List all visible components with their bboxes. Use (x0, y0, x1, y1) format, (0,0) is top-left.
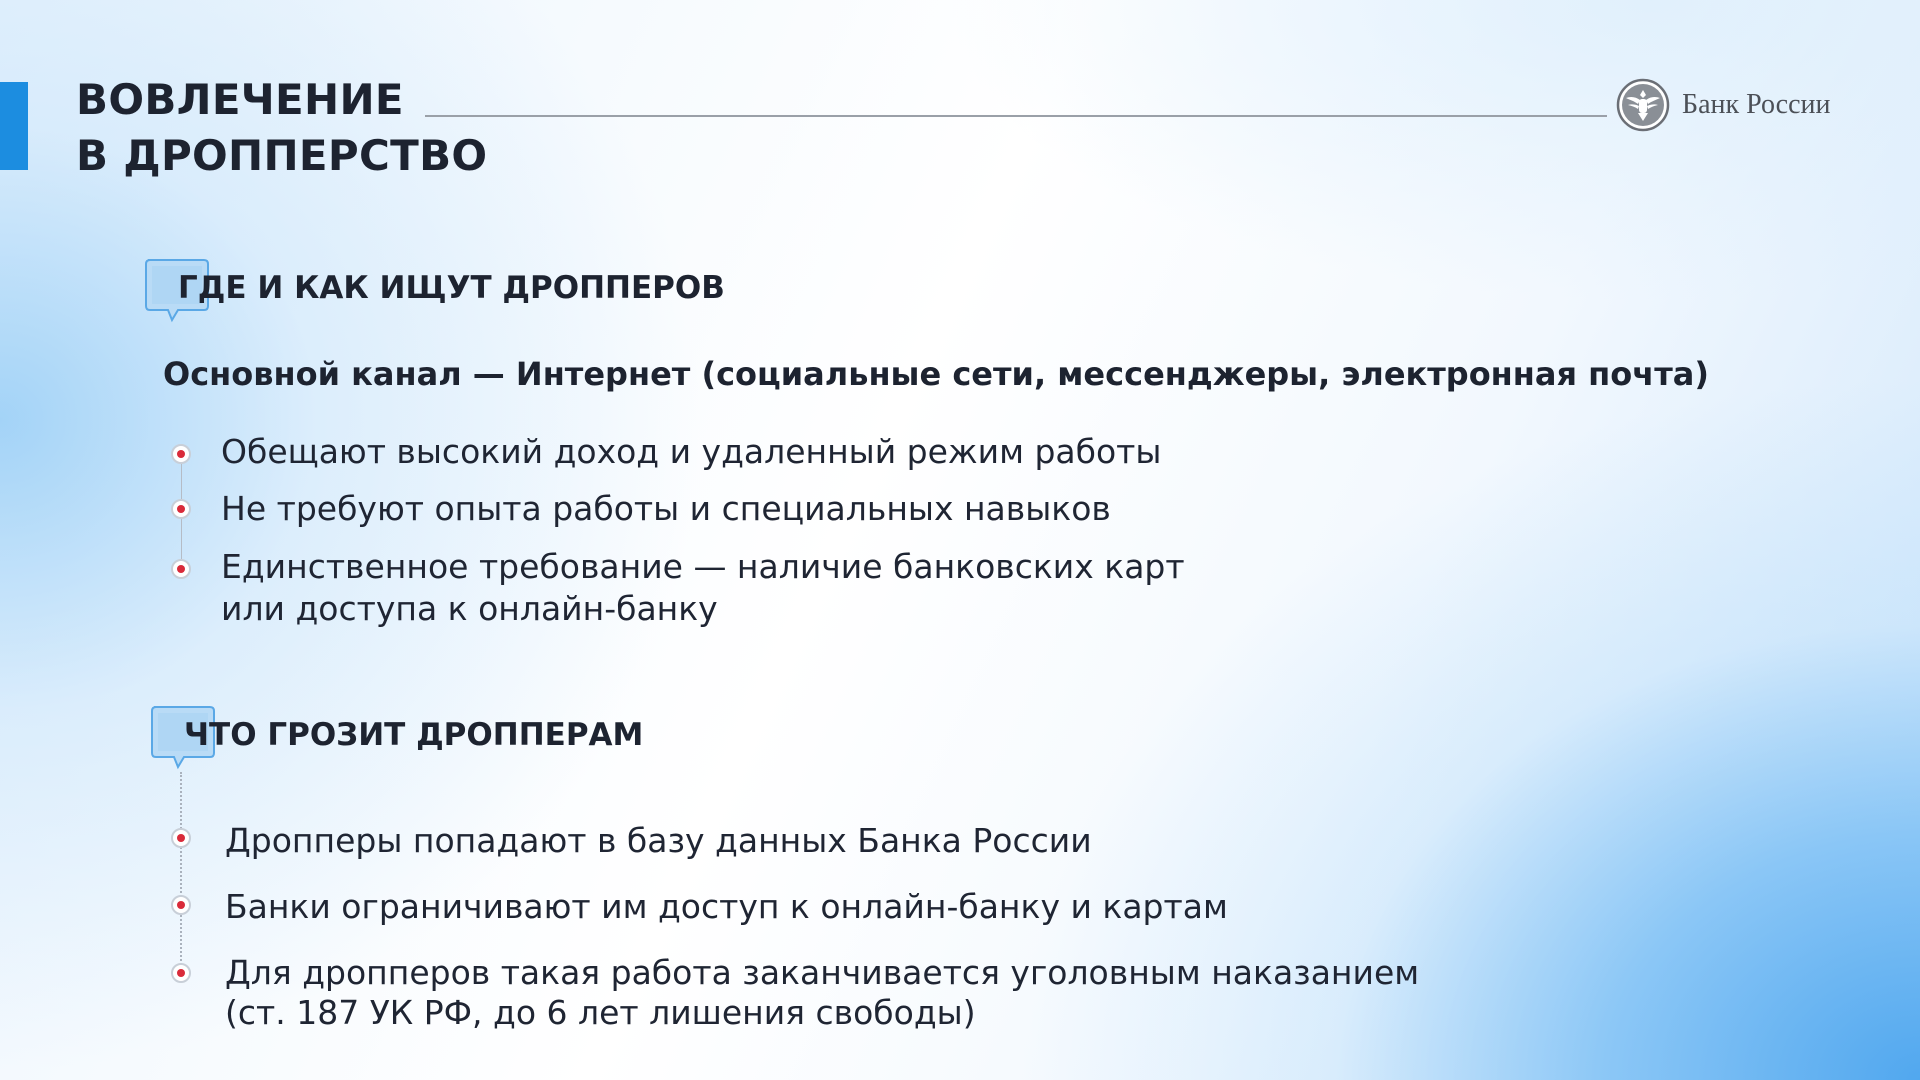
bank-of-russia-eagle-icon (1616, 78, 1670, 132)
list-item-text-continued: или доступа к онлайн-банку (221, 589, 718, 628)
bullet-dot-icon (171, 444, 191, 464)
bullet-dot-icon (171, 828, 191, 848)
list-item-text: Банки ограничивают им доступ к онлайн-банку и картам (225, 887, 1228, 926)
section-title: ЧТО ГРОЗИТ ДРОППЕРАМ (184, 717, 644, 753)
bullet-connector-line (180, 772, 182, 972)
bullet-dot-icon (171, 963, 191, 983)
title-accent-bar (0, 82, 28, 170)
list-item-text: Не требуют опыта работы и специальных навыков (221, 489, 1111, 528)
list-item-text: Единственное требование — наличие банковских карт (221, 547, 1185, 586)
page-title-line-1: ВОВЛЕЧЕНИЕ (76, 75, 404, 124)
list-item-text: Обещают высокий доход и удаленный режим работы (221, 432, 1162, 471)
bank-logo-text: Банк России (1682, 89, 1831, 120)
page-title-line-2: В ДРОППЕРСТВО (76, 131, 488, 180)
bank-logo (1616, 78, 1831, 132)
list-item-text-continued: (ст. 187 УК РФ, до 6 лет лишения свободы) (225, 993, 976, 1032)
page-title (76, 72, 487, 184)
list-item-text: Дропперы попадают в базу данных Банка России (225, 821, 1092, 860)
bullet-dot-icon (171, 895, 191, 915)
bullet-dot-icon (171, 499, 191, 519)
list-item-text: Для дропперов такая работа заканчивается уголовным наказанием (225, 953, 1420, 992)
section-title: ГДЕ И КАК ИЩУТ ДРОППЕРОВ (178, 270, 725, 306)
section-lead-text: Основной канал — Интернет (социальные сети, мессенджеры, электронная почта) (163, 355, 1709, 393)
bullet-dot-icon (171, 559, 191, 579)
title-divider (425, 115, 1607, 117)
